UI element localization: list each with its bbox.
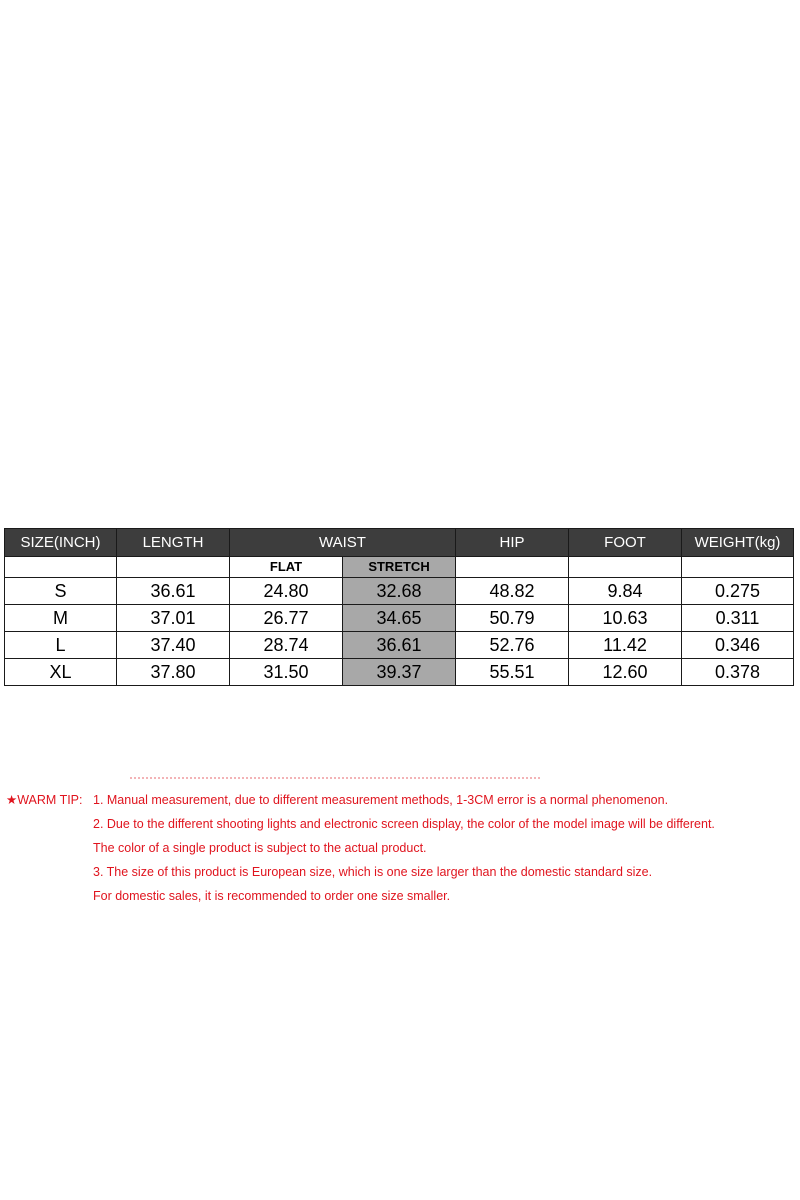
warm-tip-label <box>6 792 83 808</box>
subheader-empty <box>569 557 682 578</box>
cell-hip: 48.82 <box>456 578 569 605</box>
warm-tip-text: WARM TIP: <box>17 793 83 807</box>
cell-waist-stretch: 32.68 <box>343 578 456 605</box>
table-row <box>5 632 794 659</box>
subheader-empty <box>117 557 230 578</box>
cell-size: XL <box>5 659 117 686</box>
header-size: SIZE(INCH) <box>5 529 117 557</box>
header-waist: WAIST <box>230 529 456 557</box>
cell-weight: 0.275 <box>682 578 794 605</box>
cell-waist-flat: 26.77 <box>230 605 343 632</box>
cell-size: S <box>5 578 117 605</box>
cell-length: 37.40 <box>117 632 230 659</box>
header-hip: HIP <box>456 529 569 557</box>
cell-weight: 0.311 <box>682 605 794 632</box>
cell-waist-stretch: 39.37 <box>343 659 456 686</box>
cell-size: M <box>5 605 117 632</box>
cell-waist-flat: 31.50 <box>230 659 343 686</box>
cell-length: 37.01 <box>117 605 230 632</box>
cell-size: L <box>5 632 117 659</box>
cell-length: 37.80 <box>117 659 230 686</box>
table-row <box>5 659 794 686</box>
warm-tip-line: 3. The size of this product is European size, which is one size larger than the domestic standard size. <box>93 865 653 879</box>
cell-length: 36.61 <box>117 578 230 605</box>
warm-tip-line: 2. Due to the different shooting lights and electronic screen display, the color of the model image will be different. <box>93 817 715 831</box>
cell-hip: 50.79 <box>456 605 569 632</box>
warm-tip-line: For domestic sales, it is recommended to order one size smaller. <box>93 889 451 903</box>
warm-tip-line: 1. Manual measurement, due to different measurement methods, 1-3CM error is a normal phenomenon. <box>93 793 669 807</box>
cell-weight: 0.346 <box>682 632 794 659</box>
header-length: LENGTH <box>117 529 230 557</box>
cell-foot: 11.42 <box>569 632 682 659</box>
cell-waist-stretch: 34.65 <box>343 605 456 632</box>
star-icon: ★ <box>6 793 18 807</box>
table-row <box>5 578 794 605</box>
table-row <box>5 605 794 632</box>
cell-waist-flat: 28.74 <box>230 632 343 659</box>
subheader-stretch: STRETCH <box>343 557 456 578</box>
cell-foot: 10.63 <box>569 605 682 632</box>
size-chart-table <box>4 528 794 686</box>
cell-foot: 12.60 <box>569 659 682 686</box>
subheader-empty <box>456 557 569 578</box>
decorative-dotted-line <box>130 777 540 780</box>
header-foot: FOOT <box>569 529 682 557</box>
cell-hip: 52.76 <box>456 632 569 659</box>
subheader-empty <box>5 557 117 578</box>
cell-weight: 0.378 <box>682 659 794 686</box>
cell-hip: 55.51 <box>456 659 569 686</box>
subheader-empty <box>682 557 794 578</box>
subheader-flat: FLAT <box>230 557 343 578</box>
warm-tip-line: The color of a single product is subject to the actual product. <box>93 841 427 855</box>
table-header-row <box>5 529 794 557</box>
table-subheader-row <box>5 557 794 578</box>
cell-waist-stretch: 36.61 <box>343 632 456 659</box>
cell-waist-flat: 24.80 <box>230 578 343 605</box>
cell-foot: 9.84 <box>569 578 682 605</box>
header-weight: WEIGHT(kg) <box>682 529 794 557</box>
